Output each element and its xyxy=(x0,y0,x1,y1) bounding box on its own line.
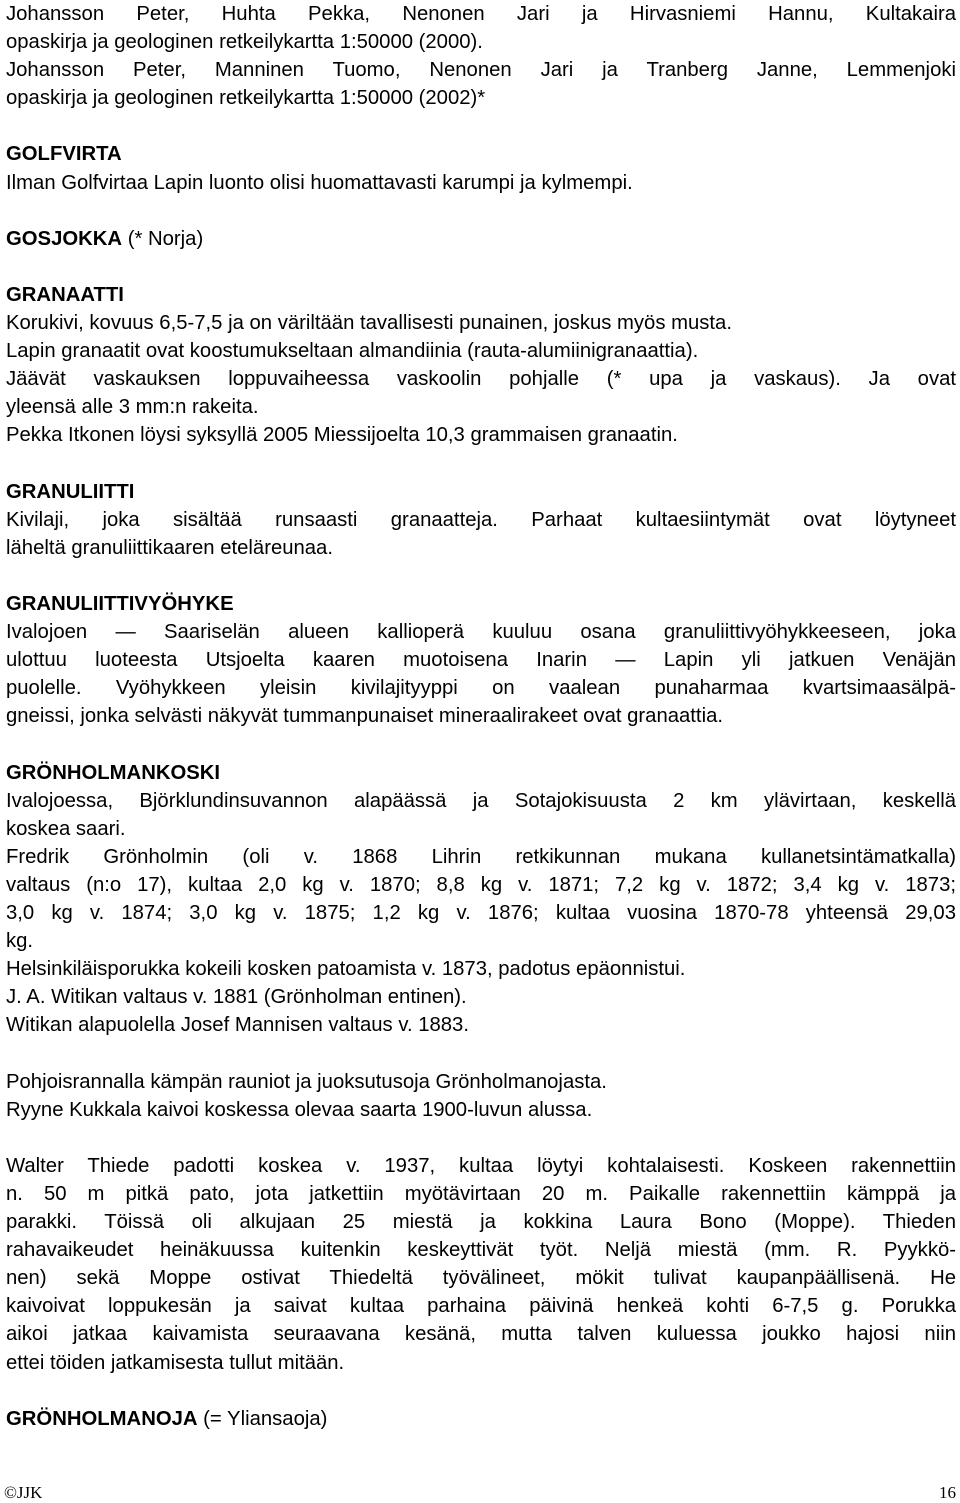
copyright-notice: ©JJK xyxy=(4,1483,43,1502)
text-line: Johansson Peter, Huhta Pekka, Nenonen Jari ja Hirvasniemi Hannu, Kultakaira xyxy=(6,3,956,25)
text-line: rahavaikeudet heinäkuussa kuitenkin keskeyttivät työt. Neljä miestä (mm. R. Pyykkö- xyxy=(6,1239,956,1262)
entry-heading: GRANULIITTIVYÖHYKE xyxy=(6,592,234,615)
text-line: valtaus (n:o 17), kultaa 2,0 kg v. 1870; 8,8 kg v. 1871; 7,2 kg v. 1872; 3,4 kg v. 1873; xyxy=(6,873,956,896)
text-line: aikoi jatkaa kaivamista seuraavana kesänä, mutta talven kuluessa joukko hajosi niin xyxy=(6,1323,956,1346)
entry-heading: GOLFVIRTA xyxy=(6,143,122,166)
page-footer xyxy=(4,1483,956,1503)
text-line: Johansson Peter, Manninen Tuomo, Nenonen Jari ja Tranberg Janne, Lemmenjoki xyxy=(6,59,956,82)
blank-line xyxy=(6,1039,956,1067)
text-line: parakki. Töissä oli alkujaan 25 miestä ja kokkina Laura Bono (Moppe). Thieden xyxy=(6,1211,956,1234)
text-line: opaskirja ja geologinen retkeilykartta 1:50000 (2000). xyxy=(6,31,483,54)
entry-heading: GRANULIITTI xyxy=(6,480,135,503)
heading-line xyxy=(6,1405,956,1433)
text-line: Witikan alapuolella Josef Mannisen valtaus v. 1883. xyxy=(6,1014,469,1037)
text-line: Walter Thiede padotti koskea v. 1937, kultaa löytyi kohtalaisesti. Koskeen rakennettiin xyxy=(6,1154,956,1177)
page-number: 16 xyxy=(939,1483,956,1502)
text-line: 3,0 kg v. 1874; 3,0 kg v. 1875; 1,2 kg v. 1876; kultaa vuosina 1870-78 yhteensä 29,03 xyxy=(6,902,956,924)
text-line: Pohjoisrannalla kämpän rauniot ja juoksutusoja Grönholmanojasta. xyxy=(6,1070,607,1093)
text-line: J. A. Witikan valtaus v. 1881 (Grönholman entinen). xyxy=(6,986,467,1009)
text-line: nen) sekä Moppe ostivat Thiedeltä työvälineet, mökit tulivat kaupanpäällisenä. He xyxy=(6,1267,956,1290)
blank-line xyxy=(6,1124,956,1152)
text-line: kaivoivat loppukesän ja saivat kultaa parhaina päivinä henkeä kohti 6-7,5 g. Porukka xyxy=(6,1295,956,1318)
blank-line xyxy=(6,112,956,140)
text-line: Ivalojoessa, Björklundinsuvannon alapäässä ja Sotajokisuusta 2 km ylävirtaan, keskellä xyxy=(6,789,956,812)
heading-line xyxy=(6,225,956,253)
blank-line xyxy=(6,562,956,590)
text-line: Fredrik Grönholmin (oli v. 1868 Lihrin retkikunnan mukana kullanetsintämatkalla) xyxy=(6,845,956,868)
text-line: n. 50 m pitkä pato, jota jatkettiin myötävirtaan 20 m. Paikalle rakennettiin kämppä ja xyxy=(6,1182,956,1205)
text-line: Ivalojoen — Saariselän alueen kallioperä kuuluu osana granuliittivyöhykkeeseen, joka xyxy=(6,621,956,644)
text-line: Jäävät vaskauksen loppuvaiheessa vaskoolin pohjalle (* upa ja vaskaus). Ja ovat xyxy=(6,368,956,391)
text-line: puolelle. Vyöhykkeen yleisin kivilajityyppi on vaalean punaharmaa kvartsimaasälpä- xyxy=(6,677,956,700)
text-line: ulottuu luoteesta Utsjoelta kaaren muotoisena Inarin — Lapin yli jatkuen Venäjän xyxy=(6,649,956,672)
text-line: kg. xyxy=(6,930,34,953)
entry-heading: GRÖNHOLMANKOSKI xyxy=(6,761,221,784)
blank-line xyxy=(6,730,956,758)
heading-note: (* Norja) xyxy=(122,227,204,250)
text-line: koskea saari. xyxy=(6,817,126,840)
text-line: Pekka Itkonen löysi syksyllä 2005 Miessijoelta 10,3 grammaisen granaatin. xyxy=(6,424,678,447)
text-line: ettei töiden jatkamisesta tullut mitään. xyxy=(6,1351,345,1374)
text-line: Ilman Golfvirtaa Lapin luonto olisi huomattavasti karumpi ja kylmempi. xyxy=(6,171,633,194)
blank-line xyxy=(6,197,956,225)
blank-line xyxy=(6,1377,956,1405)
heading-note: (= Yliansaoja) xyxy=(197,1407,328,1430)
entry-heading: GOSJOKKA xyxy=(6,227,123,250)
blank-line xyxy=(6,253,956,281)
entry-heading: GRANAATTI xyxy=(6,283,124,306)
text-line: Lapin granaatit ovat koostumukseltaan almandiinia (rauta-alumiinigranaattia). xyxy=(6,340,699,363)
text-line: gneissi, jonka selvästi näkyvät tummanpunaiset mineraalirakeet ovat granaattia. xyxy=(6,705,723,728)
text-line: Kivilaji, joka sisältää runsaasti granaatteja. Parhaat kultaesiintymät ovat löytyneet xyxy=(6,508,956,531)
document-body xyxy=(6,0,956,1433)
text-line: Korukivi, kovuus 6,5-7,5 ja on väriltään tavallisesti punainen, joskus myös musta. xyxy=(6,312,732,335)
text-line: läheltä granuliittikaaren eteläreunaa. xyxy=(6,536,333,559)
text-line: yleensä alle 3 mm:n rakeita. xyxy=(6,396,259,419)
blank-line xyxy=(6,450,956,478)
text-line: Helsinkiläisporukka kokeili kosken patoamista v. 1873, padotus epäonnistui. xyxy=(6,958,686,981)
entry-heading: GRÖNHOLMANOJA xyxy=(6,1407,198,1430)
text-line: Ryyne Kukkala kaivoi koskessa olevaa saarta 1900-luvun alussa. xyxy=(6,1098,593,1121)
text-line: opaskirja ja geologinen retkeilykartta 1:50000 (2002)* xyxy=(6,87,486,110)
